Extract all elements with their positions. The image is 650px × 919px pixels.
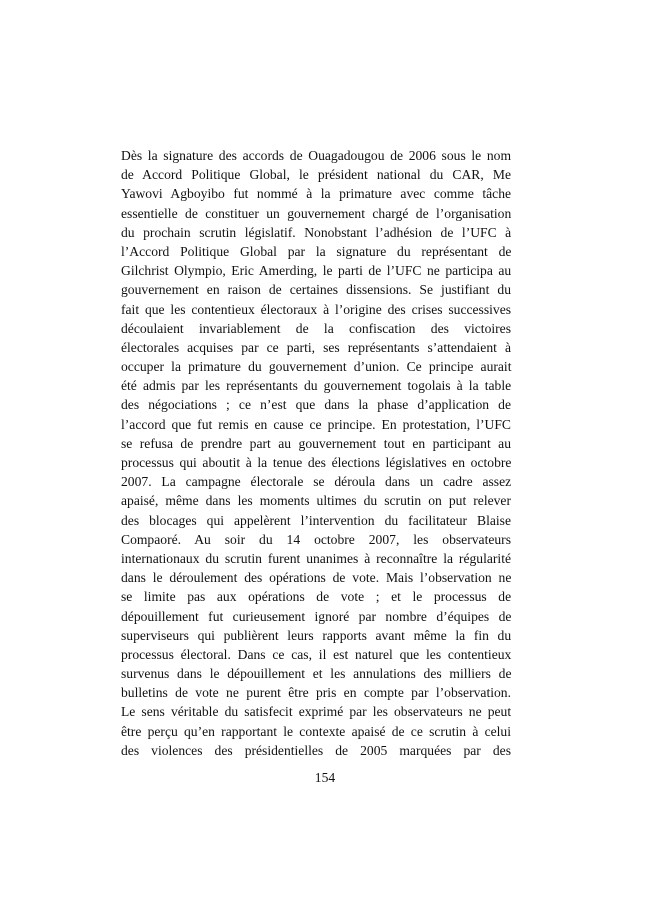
text-line: 2007. La campagne électorale se déroula dans un cadre assez <box>121 474 512 490</box>
text-line: dans le déroulement des opérations de vote. Mais l’observation ne <box>121 570 512 586</box>
text-line: superviseurs qui publièrent leurs rapports avant même la fin du <box>121 627 512 643</box>
text-line: électorales acquises par ce parti, ses représentants s’attendaient à <box>121 339 511 355</box>
text-line: Dès la signature des accords de Ouagadougou de 2006 sous le nom <box>121 148 512 163</box>
text-line: des négociations ; ce n’est que dans la phase d’application de <box>121 397 511 413</box>
text-line: fait que les contentieux électoraux à l’origine des crises successives <box>121 301 512 317</box>
text-line: occuper la primature du gouvernement d’union. Ce principe aurait <box>121 359 512 375</box>
text-line: découlaient invariablement de la confiscation des victoires <box>121 320 511 336</box>
text-line: internationaux du scrutin furent unanimes à reconnaître la régularité <box>121 550 511 566</box>
text-line: essentielle de constituer un gouvernement chargé de l’organisation <box>121 205 512 221</box>
text-line: Gilchrist Olympio, Eric Amerding, le parti de l’UFC ne participa au <box>121 263 512 279</box>
text-line: se refusa de prendre part au gouvernement tout en participant au <box>121 435 511 451</box>
text-line: Le sens véritable du satisfecit exprimé par les observateurs ne peut <box>121 704 512 720</box>
text-line: processus électoral. Dans ce cas, il est naturel que les contentieux <box>121 646 512 662</box>
body-paragraph <box>121 146 511 760</box>
text-line: de Accord Politique Global, le président national du CAR, Me <box>121 167 511 183</box>
text-line: été admis par les représentants du gouvernement togolais à la table <box>121 378 512 394</box>
text-line: du prochain scrutin législatif. Nonobstant l’adhésion de l’UFC à <box>121 224 512 240</box>
text-line: être perçu qu’en rapportant le contexte apaisé de ce scrutin à celui <box>121 723 511 739</box>
text-line: processus qui aboutit à la tenue des élections législatives en octobre <box>121 455 512 470</box>
text-line: gouvernement en raison de certaines dissensions. Se justifiant du <box>121 282 511 298</box>
text-line: l’accord que fut remis en cause ce principe. En protestation, l’UFC <box>121 416 511 432</box>
text-line: l’Accord Politique Global par la signature du représentant de <box>121 243 512 259</box>
page-number: 154 <box>314 770 336 785</box>
text-line: des blocages qui appelèrent l’intervention du facilitateur Blaise <box>121 512 511 528</box>
text-line: Compaoré. Au soir du 14 octobre 2007, les observateurs <box>121 531 511 547</box>
text-line: apaisé, même dans les moments ultimes du scrutin on put relever <box>121 493 511 509</box>
text-line: se limite pas aux opérations de vote ; et le processus de <box>121 589 512 605</box>
text-line: dépouillement fut curieusement ignoré par nombre d’équipes de <box>121 608 512 624</box>
text-line: des violences des présidentielles de 2005 marquées par des <box>121 742 511 758</box>
text-line: bulletins de vote ne purent être pris en compte par l’observation. <box>121 685 511 701</box>
text-line: survenus dans le dépouillement et les annulations des milliers de <box>121 666 512 682</box>
text-line: Yawovi Agboyibo fut nommé à la primature avec comme tâche <box>121 186 512 202</box>
